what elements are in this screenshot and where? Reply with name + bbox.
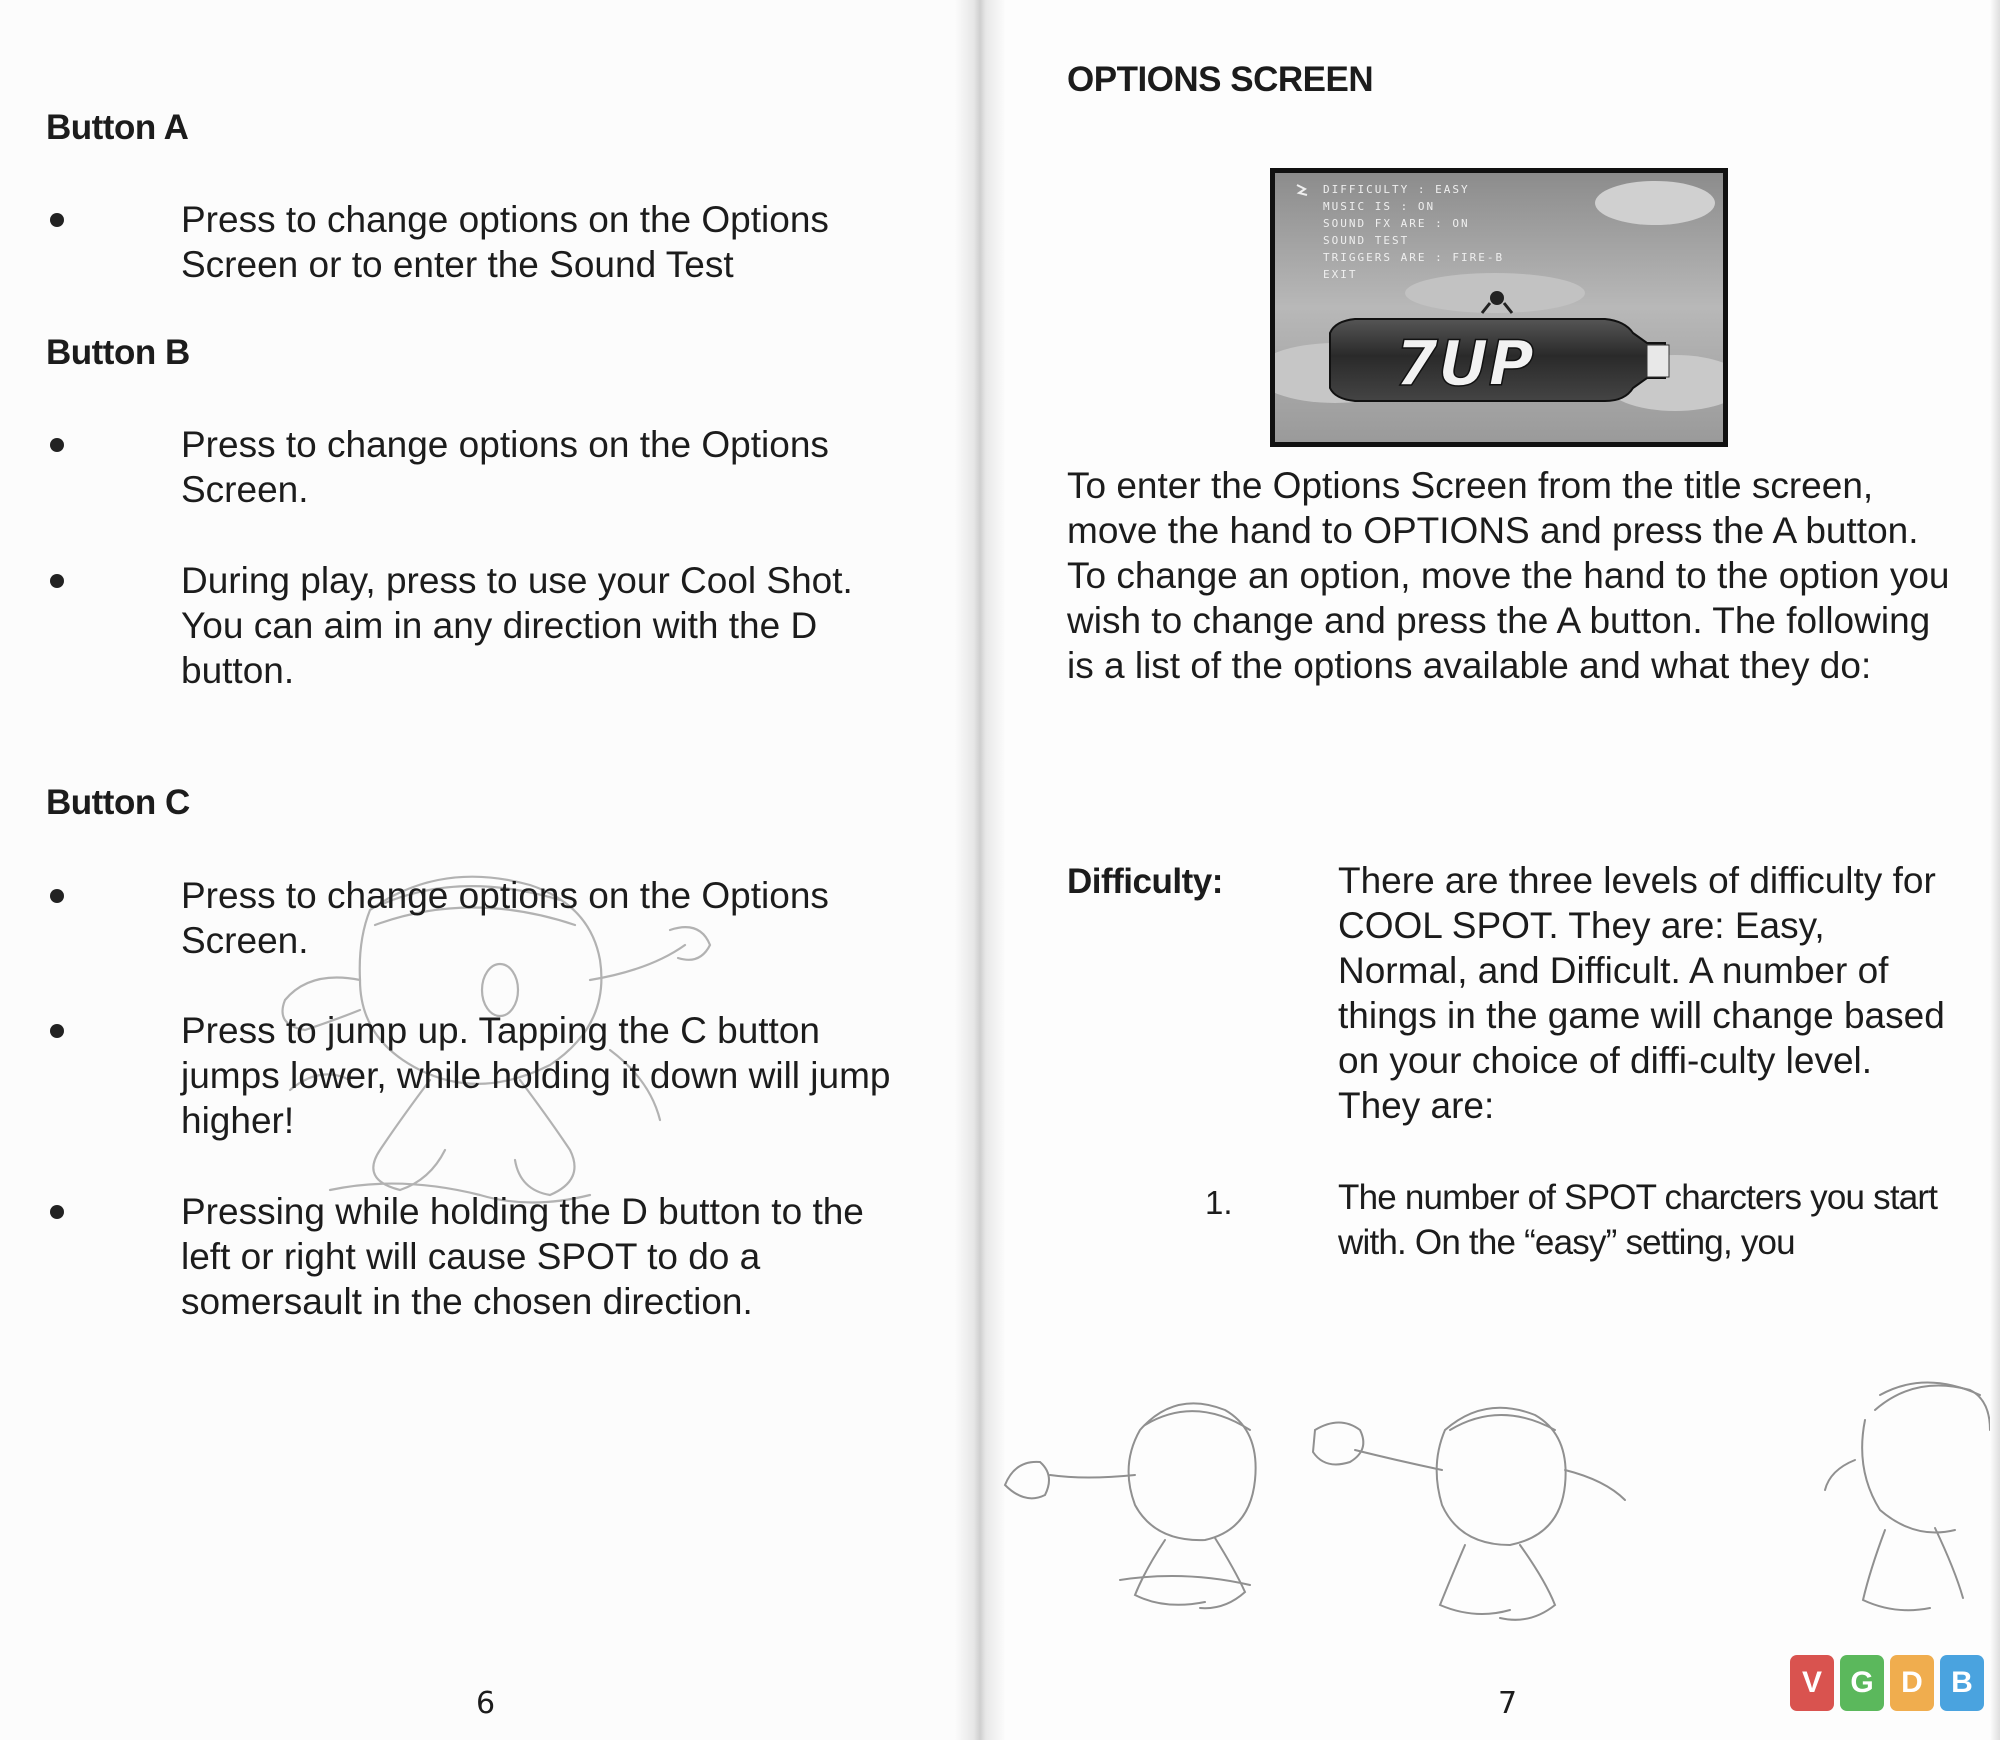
screenshot-menu-line: EXIT [1323, 268, 1358, 281]
screenshot-menu-line: TRIGGERS ARE : FIRE-B [1323, 251, 1505, 264]
button-a-bullet-1: Press to change options on the Options Screen or to enter the Sound Test [181, 199, 829, 285]
difficulty-label: Difficulty: [1067, 862, 1223, 901]
button-c-bullet-2: Press to jump up. Tapping the C button jumps lower, while holding it down will jump higher! [181, 1010, 891, 1141]
button-b-bullet-2: During play, press to use your Cool Shot. You can aim in any direction with the D button. [181, 560, 853, 691]
options-intro-paragraph: To enter the Options Screen from the title screen, move the hand to OPTIONS and press the A button. To change an option, move the hand to the option you wish to change and press the A button. The following is a list of the options available and what they do: [1067, 465, 1950, 686]
bullet-icon [50, 574, 64, 588]
options-screen-title: OPTIONS SCREEN [1067, 60, 1374, 99]
screenshot-menu-line: DIFFICULTY : EASY [1323, 183, 1470, 196]
screenshot-menu-line: SOUND TEST [1323, 234, 1410, 247]
page-number-right: 7 [1498, 1686, 1518, 1721]
watermark-letter: D [1890, 1655, 1934, 1711]
bottle-logo: 7UP [1395, 327, 1534, 400]
screenshot-menu-line: MUSIC IS : ON [1323, 200, 1436, 213]
button-c-bullet-1: Press to change options on the Options Screen. [181, 875, 829, 961]
numbered-item-number: 1. [1205, 1184, 1233, 1221]
watermark-letter: G [1840, 1655, 1884, 1711]
button-c-bullet-3: Pressing while holding the D button to the left or right will cause SPOT to do a somersault in the chosen direction. [181, 1191, 864, 1322]
watermark-letter: B [1940, 1655, 1984, 1711]
page-number-left: 6 [476, 1686, 496, 1721]
options-screen-screenshot [1270, 168, 1728, 447]
screenshot-menu-line: SOUND FX ARE : ON [1323, 217, 1470, 230]
difficulty-description: There are three levels of difficulty for COOL SPOT. They are: Easy, Normal, and Difficult. A number of things in the game will change based on your choice of diffi-culty level. They are: [1338, 860, 1945, 1126]
button-a-heading: Button A [46, 108, 189, 147]
spot-character-icon [1490, 291, 1504, 305]
button-b-heading: Button B [46, 333, 190, 372]
bullet-icon [50, 213, 64, 227]
page-edge-shadow [1990, 0, 2000, 1740]
button-b-bullet-1: Press to change options on the Options Screen. [181, 424, 829, 510]
bullet-icon [50, 889, 64, 903]
button-c-heading: Button C [46, 783, 190, 822]
numbered-item-text: The number of SPOT charcters you start with. On the “easy” setting, you [1338, 1178, 1938, 1262]
vgdb-watermark [1790, 1655, 1984, 1711]
bullet-icon [50, 1205, 64, 1219]
bullet-icon [50, 1024, 64, 1038]
watermark-letter: V [1790, 1655, 1834, 1711]
bullet-icon [50, 438, 64, 452]
spot-sketch-row [995, 1370, 1990, 1640]
